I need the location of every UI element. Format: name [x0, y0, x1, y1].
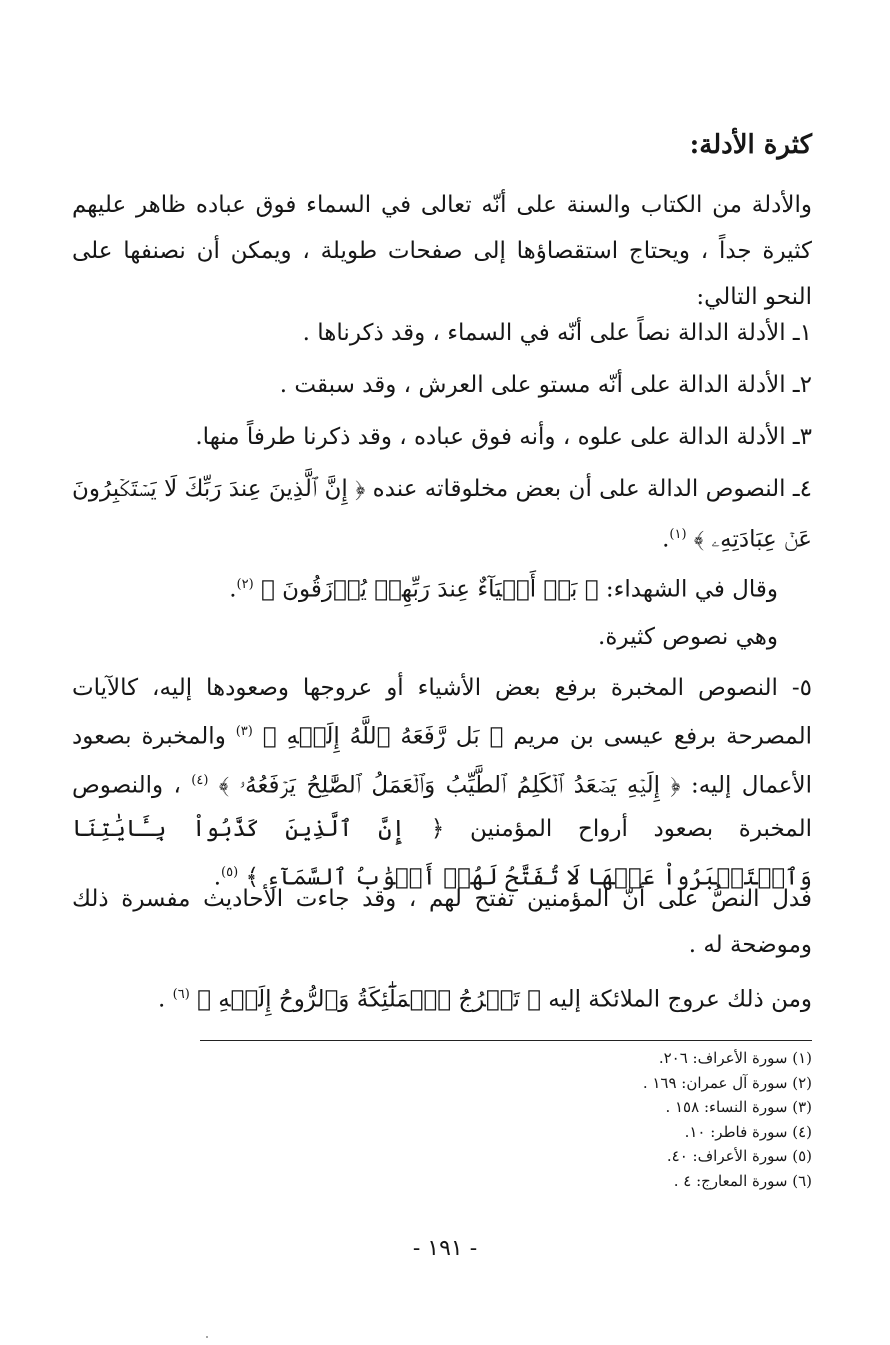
martyrs-end: . [229, 576, 237, 603]
quran-verse-5a: ﴿ بَل رَّفَعَهُ ٱللَّهُ إِلَيۡهِ ﴾ [262, 723, 504, 750]
footnote-ref-4: (٤) [191, 772, 209, 788]
list-item-1: ١ـ الأدلة الدالة نصاً على أنّه في السماء ، وقد ذكرناها . [302, 320, 812, 346]
list-item-5 [72, 666, 812, 900]
footnote-ref-1: (١) [669, 527, 687, 542]
item-5-end: . [213, 864, 221, 891]
quran-verse-angels: ﴿ تَعۡرُجُ ٱلۡمَلَٰٓئِكَةُ وَٱلرُّوحُ إِلَيۡهِ ﴾ [197, 986, 541, 1013]
footnote-4: (٤) سورة فاطر: ١٠. [684, 1122, 812, 1141]
footnote-ref-6: (٦) [172, 987, 190, 1002]
list-item-4 [72, 466, 812, 563]
martyrs-line [72, 562, 778, 613]
page-number: - ١٩١ - [412, 1236, 478, 1261]
quran-verse-martyrs: ﴿ بَلۡ أَحۡيَآءٌ عِندَ رَبِّهِمۡ يُرۡزَقُونَ ﴾ [260, 576, 599, 603]
item-4-text: ٤ـ النصوص الدالة على أن بعض مخلوقاته عنده [372, 476, 813, 502]
angels-text: ومن ذلك عروج الملائكة إليه [548, 986, 812, 1013]
footnote-5: (٥) سورة الأعراف: ٤٠. [666, 1147, 812, 1165]
footnote-3: (٣) سورة النساء: ١٥٨ . [665, 1098, 812, 1116]
angels-end: . [158, 986, 166, 1013]
many-texts-line: وهي نصوص كثيرة. [598, 624, 778, 650]
section-heading: كثرة الأدلة: [689, 130, 812, 160]
footnote-2: (٢) سورة آل عمران: ١٦٩ . [642, 1073, 812, 1092]
intro-paragraph [72, 182, 812, 320]
intro-text: والأدلة من الكتاب والسنة على أنّه تعالى في السماء فوق عباده ظاهر عليهم كثيرة جداً ، ويحتاج استقصاؤها إلى صفحات طويلة ، ويمكن أن نصنفها على النحو التالي: [72, 192, 812, 310]
item-5-part-b: والمخبرة بصعود الأعمال إليه: [72, 723, 813, 799]
quran-verse-4: ﴿ إِنَّ ٱلَّذِينَ عِندَ رَبِّكَ لَا يَسۡتَكۡبِرُونَ عَنۡ عِبَادَتِهِۦ ﴾ [72, 476, 812, 553]
list-item-3: ٣ـ الأدلة الدالة على علوه ، وأنه فوق عباده ، وقد ذكرنا طرفاً منها. [195, 424, 812, 450]
footnote-ref-5: (٥) [221, 865, 239, 881]
item-5-part-c: ، والنصوص المخبرة بصعود أرواح المؤمنين [72, 772, 813, 843]
quran-verse-5c: ﴿ إِنَّ ٱلَّذِينَ كَذَّبُواْ بِـَٔايَٰتِنَا وَٱسۡتَكۡبَرُواْ عَنۡهَا لَا تُفَتَّحُ لَهُمۡ أَبۡوَٰبُ ٱلسَّمَآءِ ﴾ [72, 816, 812, 891]
footnote-1: (١) سورة الأعراف: ٢٠٦. [658, 1049, 812, 1067]
explanation-paragraph: فدل النصُّ على أنّ المؤمنين تفتح لهم ، وقد جاءت الأحاديث مفسرة ذلك وموضحة له . [72, 886, 812, 958]
footnote-6: (٦) سورة المعارج: ٤ . [673, 1171, 812, 1190]
angels-line [72, 972, 812, 1023]
martyrs-text: وقال في الشهداء: [605, 576, 778, 603]
footnote-divider [200, 1040, 812, 1041]
footnotes-list [200, 1046, 812, 1193]
footnote-ref-2: (٢) [236, 577, 254, 592]
list-item-2: ٢ـ الأدلة الدالة على أنّه مستو على العرش ، وقد سبقت . [279, 372, 812, 398]
footnote-ref-3: (٣) [235, 724, 253, 739]
item-4-end: . [662, 526, 670, 553]
scan-speck [206, 1336, 208, 1338]
quran-verse-5b: ﴿ إِلَيۡهِ يَصۡعَدُ ٱلۡكَلِمُ ٱلطَّيِّبُ وَٱلۡعَمَلُ ٱلصَّٰلِحُ يَرۡفَعُهُۥ ﴾ [218, 772, 681, 799]
item-5-part-a: ٥- النصوص المخبرة برفع بعض الأشياء أو عروجها وصعودها إليه، كالآيات المصرحة برفع عيسى بن مريم [72, 675, 812, 750]
